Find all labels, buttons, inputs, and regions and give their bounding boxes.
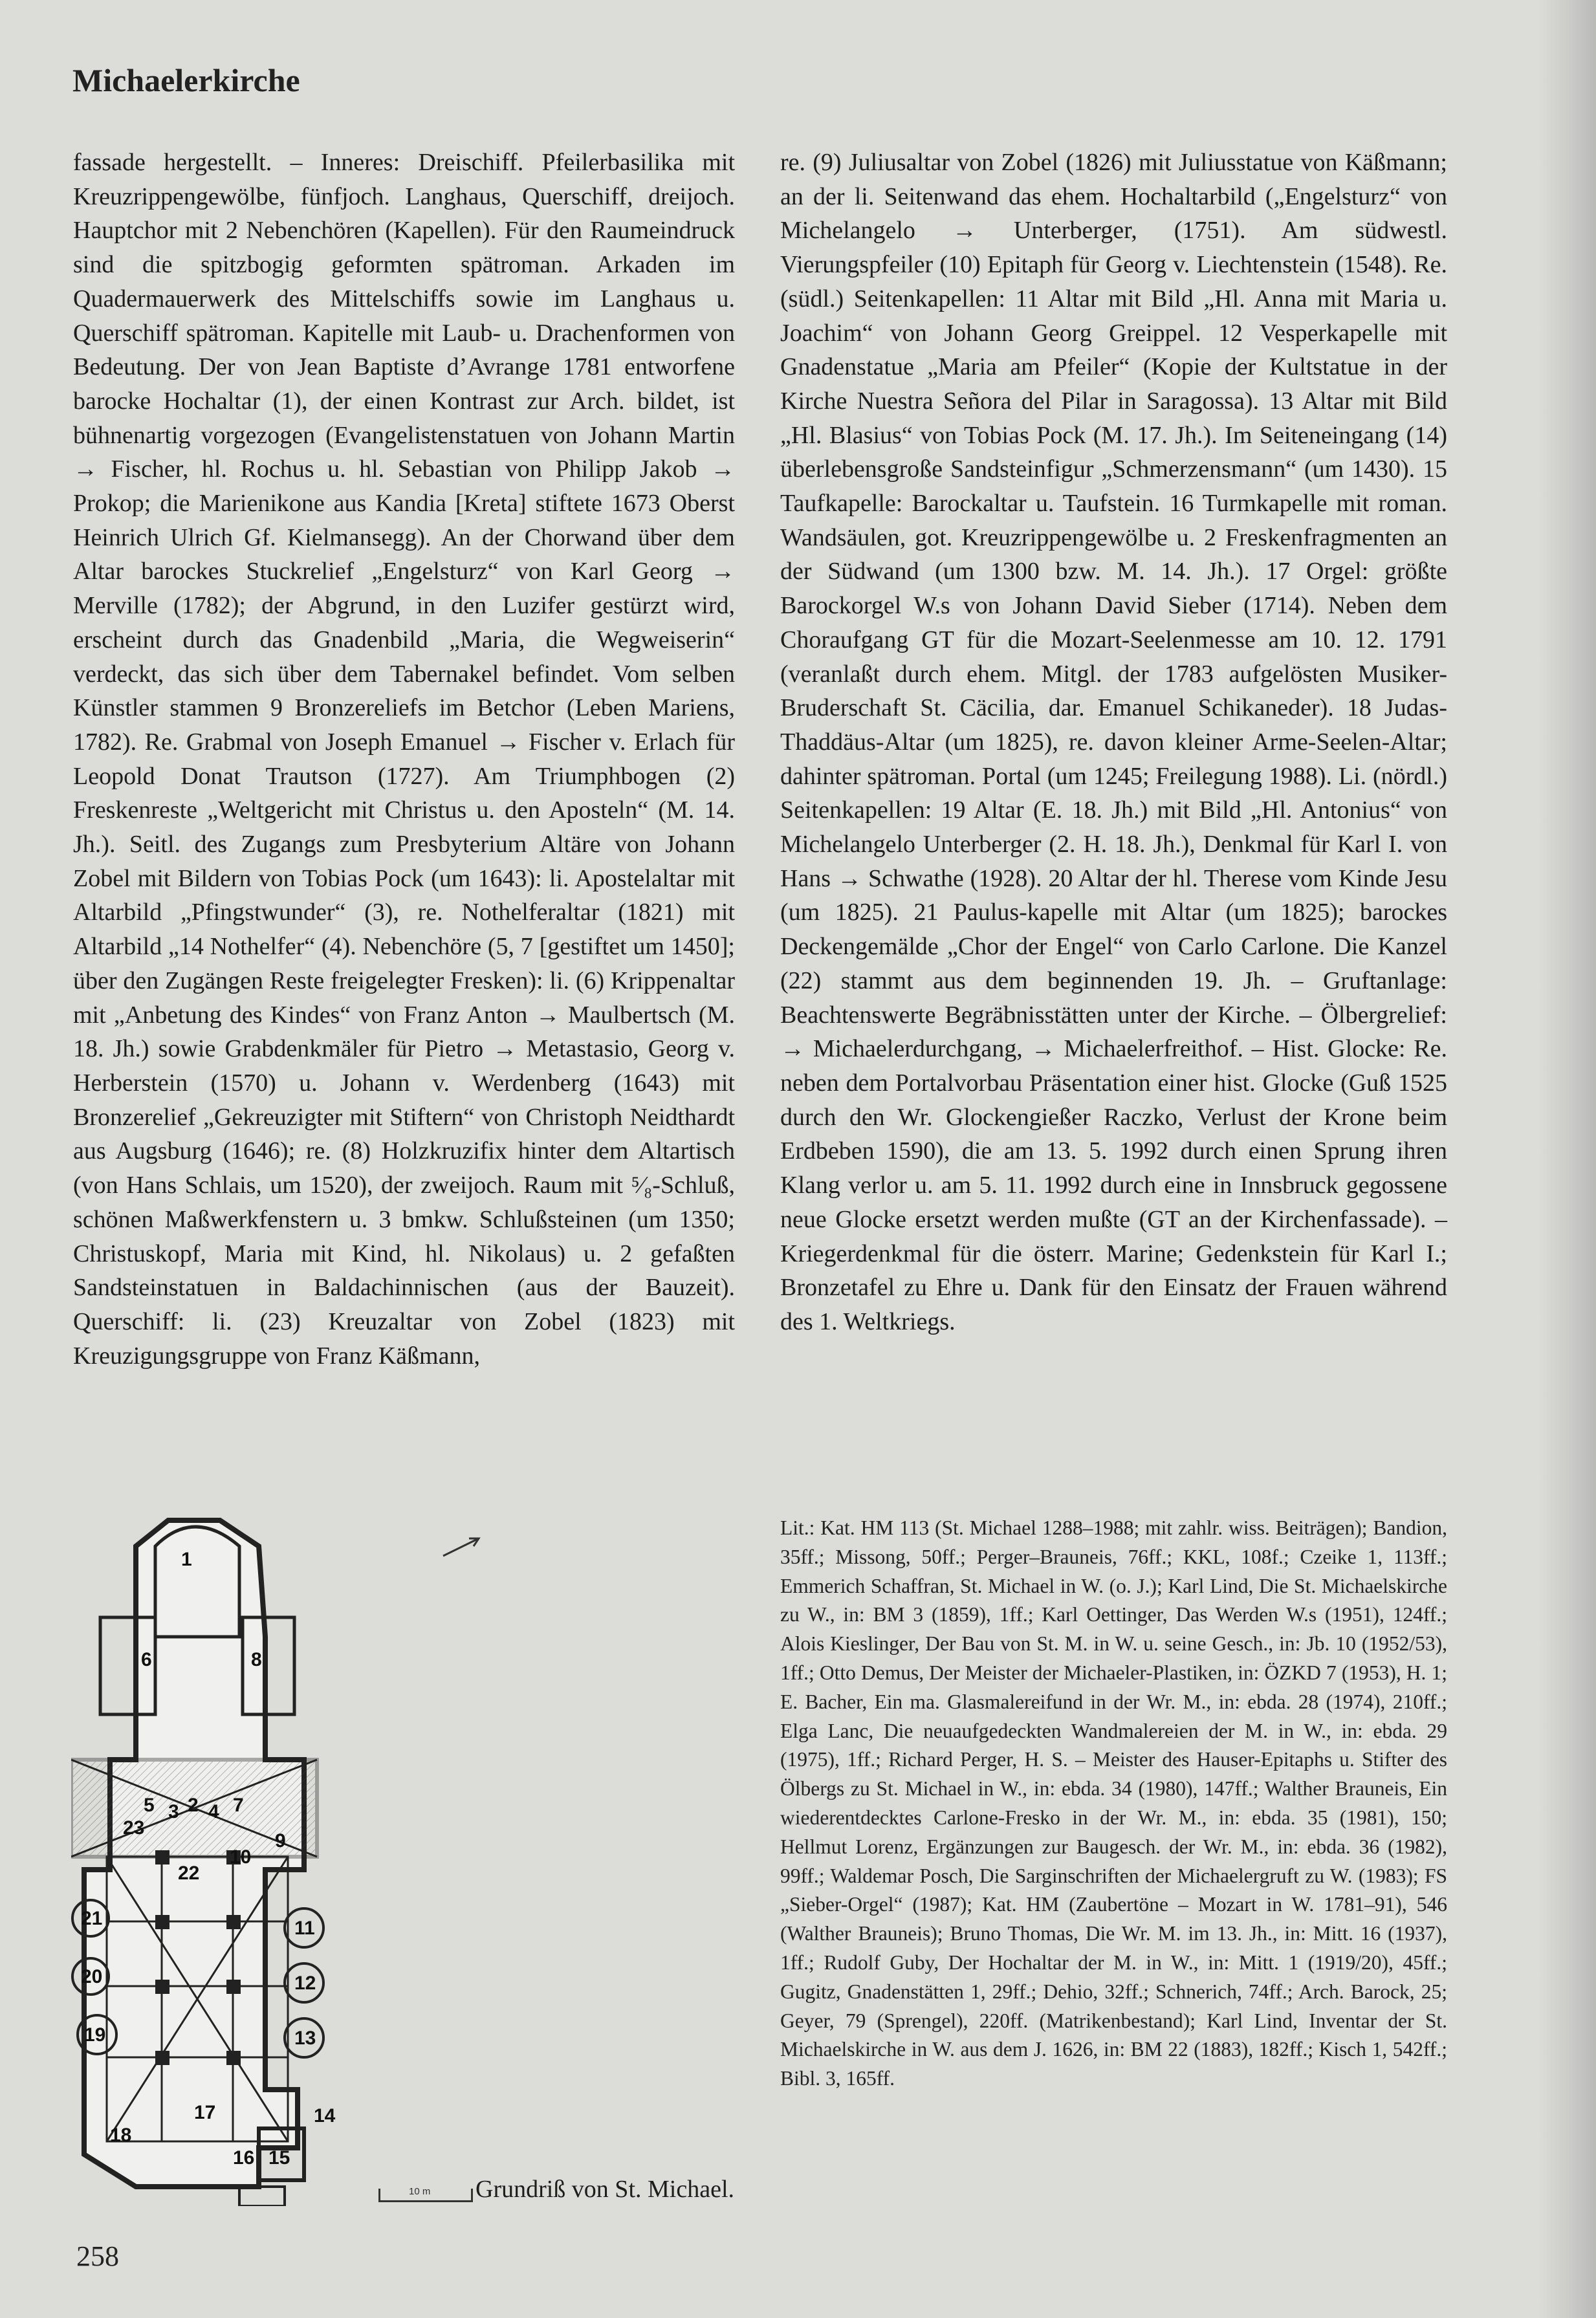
plan-label-10: 10 bbox=[230, 1846, 252, 1868]
literature-block bbox=[780, 1514, 1447, 2094]
plan-label-7: 7 bbox=[233, 1795, 244, 1816]
scale-label: 10 m bbox=[409, 2186, 431, 2197]
literature-text: Lit.: Kat. HM 113 (St. Michael 1288–1988; mit zahlr. wiss. Beiträgen); Bandion, 35ff.; Missong, 50ff.; Perger–Brauneis, 76ff.; KKL, 108f.; Czeike 1, 113ff.; Emmerich Schaffran, St. Michael in W. (o. J.); Karl Lind, Die St. Michaelskirche zu W., in: BM 3 (1859), 1ff.; Karl Oettinger, Das Werden W.s (1951), 124ff.; Alois Kieslinger, Der Bau von St. M. in W. u. seine Gesch., in: Jb. 10 (1952/53), 1ff.; Otto Demus, Der Meister der Michaeler-Plastiken, in: ÖZKD 7 (1953), H. 1; E. Bacher, Ein ma. Glasmalereifund in der Wr. M., in: ebda. 28 (1974), 210ff.; Elga Lanc, Die neuaufgedeckten Wandmalereien der M. in W., in: ebda. 29 (1975), 1ff.; Richard Perger, H. S. – Meister des Hauser-Epitaphs u. Stifter des Ölbergs zu St. Michael in W., in: ebda. 34 (1980), 147ff.; Walther Brauneis, Ein wiederentdecktes Carlone-Fresko in der Wr. M., in: ebda. 35 (1981), 150; Hellmut Lorenz, Ergänzungen zur Baugesch. der Wr. M., in: ebda. 36 (1982), 99ff.; Waldemar Posch, Die Sarginschriften der Michaelergruft zu W. (1983); FS „Sieber-Orgel“ (1987); Kat. HM (Zaubertöne – Mozart in W. 1781–91), 546 (Walther Brauneis); Bruno Thomas, Die Wr. M. im 13. Jh., in: Mitt. 16 (1937), 1ff.; Rudolf Guby, Der Hochaltar der M. in W., in: Mitt. 1 (1919/20), 45ff.; Gugitz, Gnadenstätten 1, 29ff.; Dehio, 32ff.; Schnerich, 74ff.; Arch. Barock, 25; Geyer, 79 (Sprengel), 220ff. (Matrikenbestand); Karl Lind, Inventar der St. Michaelskirche in W. aus dem J. 1626, in: BM 22 (1883), 182ff.; Kisch 1, 542ff.; Bibl. 3, 165ff. bbox=[780, 1516, 1447, 2090]
floor-plan bbox=[71, 1507, 485, 2206]
plan-label-23: 23 bbox=[123, 1817, 145, 1839]
plan-label-12: 12 bbox=[294, 1973, 316, 1994]
left-text-column bbox=[73, 146, 735, 1373]
plan-label-15: 15 bbox=[268, 2147, 290, 2169]
plan-label-22: 22 bbox=[178, 1863, 200, 1884]
plan-caption: Grundriß von St. Michael. bbox=[476, 2176, 735, 2203]
plan-label-14: 14 bbox=[314, 2105, 336, 2127]
plan-label-17: 17 bbox=[194, 2102, 216, 2123]
plan-label-21: 21 bbox=[81, 1908, 103, 1929]
right-column-text: re. (9) Juliusaltar von Zobel (1826) mit Juliusstatue von Käßmann; an der li. Seitenwand das ehem. Hochaltarbild („Engelsturz“ von Michelangelo → Unterberger, (1751). Am südwestl. Vierungspfeiler (10) Epitaph für Georg v. Liechtenstein (1548). Re. (südl.) Seitenkapellen: 11 Altar mit Bild „Hl. Anna mit Maria u. Joachim“ von Johann Georg Greippel. 12 Vesperkapelle mit Gnadenstatue „Maria am Pfeiler“ (Kopie der Kultstatue in der Kirche Nuestra Señora del Pilar in Saragossa). 13 Altar mit Bild „Hl. Blasius“ von Tobias Pock (M. 17. Jh.). Im Seiteneingang (14) überlebensgroße Sandsteinfigur „Schmerzensmann“ (um 1430). 15 Taufkapelle: Barockaltar u. Taufstein. 16 Turmkapelle mit roman. Wandsäulen, got. Kreuzrippengewölbe u. 2 Freskenfragmenten an der Südwand (um 1300 bzw. M. 14. Jh.). 17 Orgel: größte Barockorgel W.s von Johann David Sieber (1714). Neben dem Choraufgang GT für die Mozart-Seelenmesse am 10. 12. 1791 (veranlaßt durch ehem. Mitgl. der 1783 aufgelösten Musiker-Bruderschaft St. Cäcilia, dar. Emanuel Schikaneder). 18 Judas-Thaddäus-Altar (um 1825), re. davon kleiner Arme-Seelen-Altar; dahinter spätroman. Portal (um 1245; Freilegung 1988). Li. (nördl.) Seitenkapellen: 19 Altar (E. 18. Jh.) mit Bild „Hl. Antonius“ von Michelangelo Unterberger (2. H. 18. Jh.), Denkmal für Karl I. von Hans → Schwathe (1928). 20 Altar der hl. Therese vom Kinde Jesu (um 1825). 21 Paulus-kapelle mit Altar (um 1825); barockes Deckengemälde „Chor der Engel“ von Carlo Carlone. Die Kanzel (22) stammt aus dem beginnenden 19. Jh. – Gruftanlage: Beachtenswerte Begräbnisstätten unter der Kirche. – Ölbergrelief: → Michaelerdurchgang, → Michaelerfreithof. – Hist. Glocke: Re. neben dem Portalvorbau Präsentation einer hist. Glocke (Guß 1525 durch den Wr. Glockengießer Raczko, Verlust der Krone beim Erdbeben 1590), die am 13. 5. 1992 durch einen Sprung ihren Klang verlor u. am 5. 11. 1992 durch eine in Innsbruck gegossene neue Glocke ersetzt werden mußte (GT an der Kirchenfassade). – Kriegerdenkmal für die österr. Marine; Gedenkstein für Karl I.; Bronzetafel zu Ehre u. Dank für den Einsatz der Frauen während des 1. Weltkriegs. bbox=[780, 149, 1447, 1335]
plan-label-16: 16 bbox=[233, 2147, 255, 2169]
north-arrow-icon bbox=[440, 1533, 485, 1559]
page-edge-shadow bbox=[1538, 0, 1596, 2318]
plan-label-4: 4 bbox=[208, 1801, 219, 1822]
page-number: 258 bbox=[76, 2240, 119, 2272]
plan-portal bbox=[239, 2187, 285, 2206]
plan-label-20: 20 bbox=[81, 1966, 103, 1987]
plan-label-18: 18 bbox=[110, 2125, 132, 2146]
plan-label-11: 11 bbox=[294, 1918, 315, 1939]
plan-label-6: 6 bbox=[141, 1649, 152, 1670]
plan-label-8: 8 bbox=[251, 1649, 262, 1670]
floor-plan-drawing bbox=[71, 1507, 485, 2206]
plan-label-9: 9 bbox=[275, 1830, 286, 1852]
running-header: Michaelerkirche bbox=[72, 62, 300, 98]
left-column-text: fassade hergestellt. – Inneres: Dreischiff. Pfeilerbasilika mit Kreuzrippengewölbe, fünfjoch. Langhaus, Querschiff, dreijoch. Hauptchor mit 2 Nebenchören (Kapellen). Für den Raumeindruck sind die spitzbogig geformten spätroman. Arkaden im Quadermauerwerk des Mittelschiffs sowie im Langhaus u. Querschiff spätroman. Kapitelle mit Laub- u. Drachenformen von Bedeutung. Der von Jean Baptiste d’Avrange 1781 entworfene barocke Hochaltar (1), der einen Kontrast zur Arch. bildet, ist bühnenartig vorgezogen (Evangelistenstatuen von Johann Martin → Fischer, hl. Rochus u. hl. Sebastian von Philipp Jakob → Prokop; die Marienikone aus Kandia [Kreta] stiftete 1673 Oberst Heinrich Ulrich Gf. Kielmansegg). An der Chorwand über dem Altar barockes Stuckrelief „Engelsturz“ von Karl Georg → Merville (1782); der Abgrund, in den Luzifer gestürzt wird, erscheint durch das Gnadenbild „Maria, die Wegweiserin“ verdeckt, das sich über dem Tabernakel befindet. Vom selben Künstler stammen 9 Bronzereliefs im Betchor (Leben Mariens, 1782). Re. Grabmal von Joseph Emanuel → Fischer v. Erlach für Leopold Donat Trautson (1727). Am Triumphbogen (2) Freskenreste „Weltgericht mit Christus u. den Aposteln“ (M. 14. Jh.). Seitl. des Zugangs zum Presbyterium Altäre von Johann Zobel mit Bildern von Tobias Pock (um 1643): li. Apostelaltar mit Altarbild „Pfingstwunder“ (3), re. Nothelferaltar (1821) mit Altarbild „14 Nothelfer“ (4). Nebenchöre (5, 7 [gestiftet um 1450]; über den Zugängen Reste freigelegter Fresken): li. (6) Krippenaltar mit „Anbetung des Kindes“ von Franz Anton → Maulbertsch (M. 18. Jh.) sowie Grabdenkmäler für Pietro → Metastasio, Georg v. Herberstein (1570) u. Johann v. Werdenberg (1643) mit Bronzerelief „Gekreuzigter mit Stiftern“ von Christoph Neidthardt aus Augsburg (1646); re. (8) Holzkruzifix hinter dem Altartisch (von Hans Schlais, um 1520), der zweijoch. Raum mit ⁵⁄₈-Schluß, schönen Maßwerkfenstern u. 3 bmkw. Schlußsteinen (um 1350; Christuskopf, Maria mit Kind, hl. Nikolaus) u. 2 gefaßten Sandsteinstatuen in Baldachinnischen (aus der Bauzeit). Querschiff: li. (23) Kreuzaltar von Zobel (1823) mit Kreuzigungsgruppe von Franz Käßmann, bbox=[73, 149, 735, 1370]
plan-label-13: 13 bbox=[294, 2028, 316, 2049]
plan-label-3: 3 bbox=[168, 1801, 179, 1822]
plan-label-19: 19 bbox=[84, 2024, 106, 2046]
plan-label-5: 5 bbox=[144, 1795, 155, 1816]
right-text-column bbox=[780, 146, 1447, 1339]
plan-label-2: 2 bbox=[188, 1795, 199, 1816]
plan-label-1: 1 bbox=[181, 1549, 192, 1570]
